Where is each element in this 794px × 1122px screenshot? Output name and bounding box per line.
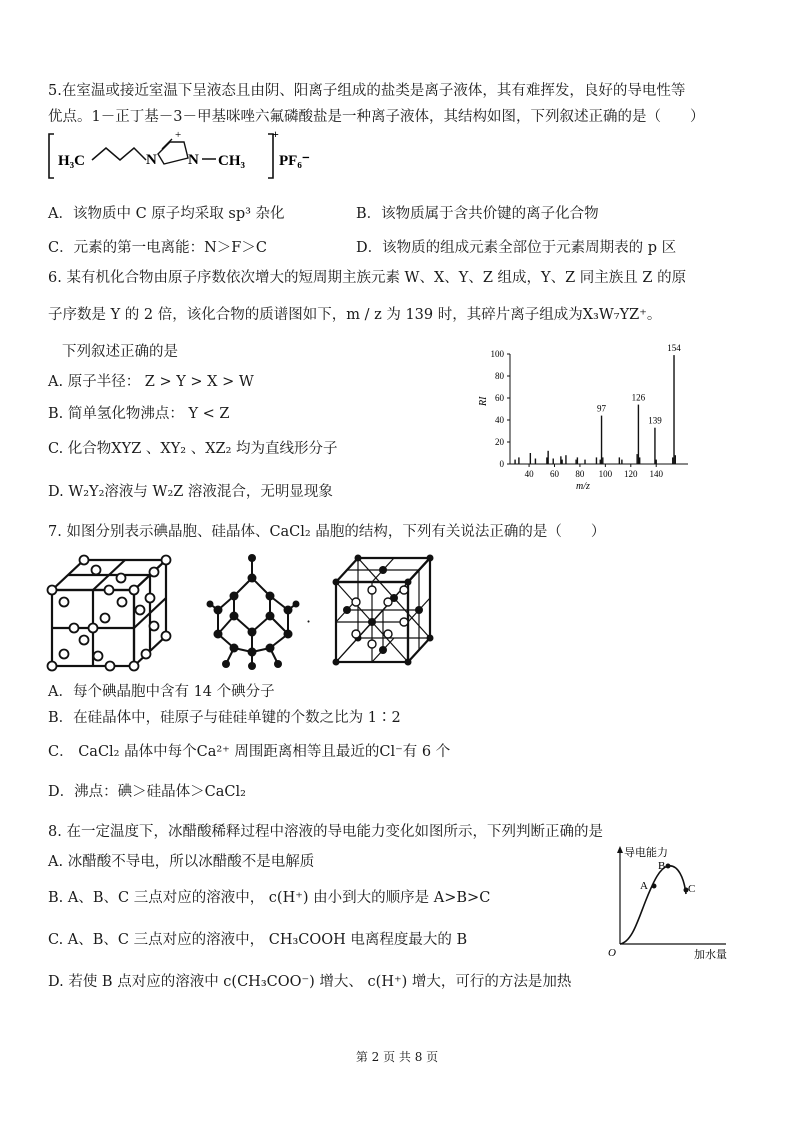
q5-option-b: B．该物质属于含共价键的离子化合物 (356, 206, 599, 222)
graph-origin: O (608, 947, 616, 959)
y-tick-label: 40 (495, 415, 504, 425)
q7-stem: 7. 如图分别表示碘晶胞、硅晶体、CaCl₂ 晶胞的结构，下列有关说法正确的是（ ） (48, 524, 606, 540)
ring-plus: + (175, 129, 182, 141)
x-tick-label: 100 (598, 469, 613, 479)
cation-charge: + (272, 128, 279, 141)
point-b-marker (666, 864, 671, 869)
n2-label: N (188, 152, 199, 168)
peak-label: 97 (597, 403, 607, 414)
x-tick-label: 60 (550, 469, 559, 479)
q5-option-d: D．该物质的组成元素全部位于元素周期表的 p 区 (356, 240, 677, 256)
peak-label: 154 (667, 343, 681, 354)
q8-option-b: B. A、B、C 三点对应的溶液中， c(H⁺) 由小到大的顺序是 A>B>C (48, 890, 491, 906)
q6-option-b: B. 简单氢化物沸点： Y < Z (48, 406, 230, 422)
h3c-label: H₃C (58, 153, 85, 169)
q6-stem-line2: 子序数是 Y 的 2 倍，该化合物的质谱图如下，m / z 为 139 时，其碎片离子组成为X₃W₇YZ⁺。 (48, 307, 662, 323)
q8-stem: 8. 在一定温度下，冰醋酸稀释过程中溶液的导电能力变化如图所示，下列判断正确的是 (48, 824, 603, 840)
conductivity-graph (604, 842, 734, 962)
y-tick-label: 0 (499, 459, 504, 469)
anion-label: PF₆⁻ (279, 153, 310, 169)
q8-option-c: C. A、B、C 三点对应的溶液中， CH₃COOH 电离程度最大的 B (48, 932, 468, 948)
y-tick-label: 100 (490, 349, 504, 359)
x-axis-label: m/z (576, 481, 590, 490)
point-a-label: A (640, 880, 648, 892)
q7-figure-dot: · (306, 612, 312, 631)
point-b-label: B (658, 860, 666, 872)
q5-stem-line2: 优点。1－正丁基－3－甲基咪唑六氟磷酸盐是一种离子液体，其结构如图，下列叙述正确的是（ ） (48, 109, 705, 125)
peak-label: 126 (631, 392, 646, 403)
x-tick-label: 140 (649, 469, 663, 479)
q6-option-c: C. 化合物XYZ 、XY₂ 、XZ₂ 均为直线形分子 (48, 441, 338, 457)
y-tick-label: 60 (495, 393, 504, 403)
conductivity-curve (620, 866, 686, 944)
x-tick-label: 40 (524, 469, 534, 479)
n1-label: N (146, 152, 157, 168)
y-tick-label: 20 (495, 437, 504, 447)
q5-option-a: A．该物质中 C 原子均采取 sp³ 杂化 (48, 206, 285, 222)
ch3-label: CH₃ (218, 153, 245, 169)
iodine-unit-cell (44, 548, 174, 672)
mass-spectrum-chart (478, 340, 693, 490)
q6-option-a: A. 原子半径： Z > Y > X > W (48, 374, 254, 390)
q6-stem-line1: 6. 某有机化合物由原子序数依次增大的短周期主族元素 W、X、Y、Z 组成，Y、Z 同主族且 Z 的原 (48, 270, 687, 286)
x-tick-label: 120 (624, 469, 638, 479)
q8-option-a: A. 冰醋酸不导电，所以冰醋酸不是电解质 (48, 854, 315, 870)
point-a-marker (652, 884, 657, 889)
y-tick-label: 80 (495, 371, 504, 381)
graph-y-label: 导电能力 (624, 847, 668, 859)
q7-option-a: A．每个碘晶胞中含有 14 个碘分子 (48, 684, 275, 700)
y-axis-label: RI (478, 396, 489, 406)
page-footer: 第 2 页 共 8 页 (355, 1050, 439, 1064)
imidazolium-structure (46, 128, 326, 184)
q8-option-d: D. 若使 B 点对应的溶液中 c(CH₃COO⁻) 增大、 c(H⁺) 增大，可行的方法是加热 (48, 974, 572, 990)
q6-option-d: D. W₂Y₂溶液与 W₂Z 溶液混合，无明显现象 (48, 484, 333, 500)
cacl2-unit-cell (330, 552, 434, 668)
q7-option-b: B．在硅晶体中，硅原子与硅硅单键的个数之比为 1∶2 (48, 710, 401, 726)
q7-option-c: C． CaCl₂ 晶体中每个Ca²⁺ 周围距离相等且最近的Cl⁻有 6 个 (48, 744, 451, 760)
peak-label: 139 (648, 415, 662, 426)
q7-option-d: D．沸点：碘＞硅晶体＞CaCl₂ (48, 784, 246, 800)
x-tick-label: 80 (575, 469, 585, 479)
silicon-crystal (206, 548, 306, 672)
q5-option-c: C．元素的第一电离能：N＞F＞C (48, 240, 267, 256)
point-c-label: C (688, 883, 696, 895)
q6-stem-line3: 下列叙述正确的是 (62, 344, 178, 360)
q5-stem-line1: 5.在室温或接近室温下呈液态且由阴、阳离子组成的盐类是离子液体，其有难挥发，良好的导电性等 (48, 83, 686, 99)
graph-x-label: 加水量 (694, 949, 727, 961)
